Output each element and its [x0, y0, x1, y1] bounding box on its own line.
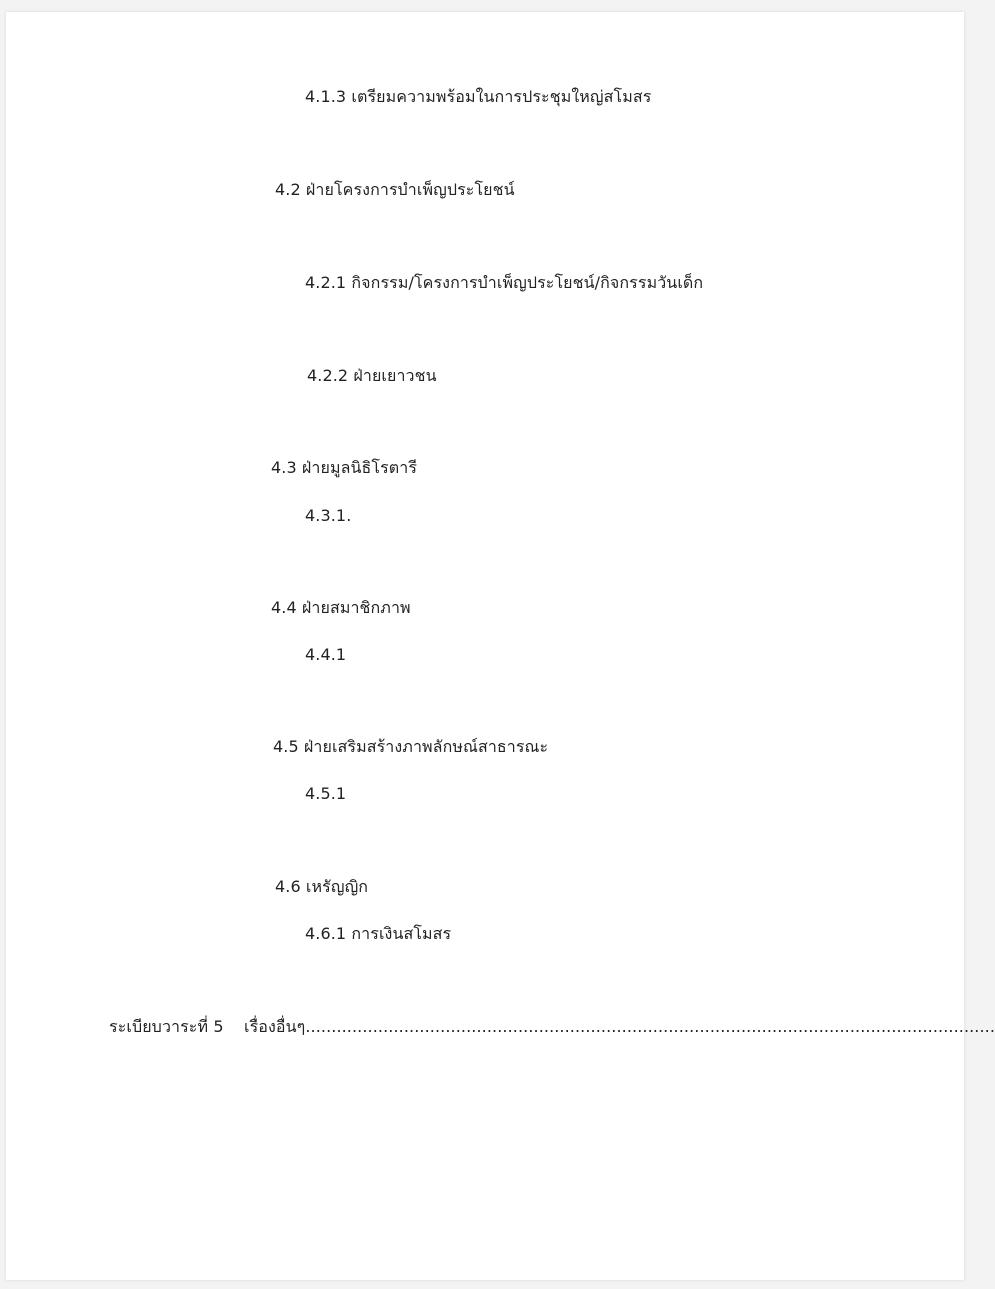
item-4-2-1: 4.2.1 กิจกรรม/โครงการบำเพ็ญประโยชน์/กิจกรรมวันเด็ก [305, 273, 704, 292]
item-4-5-1: 4.5.1 [305, 784, 347, 803]
section-4-6-heading: 4.6 เหรัญญิก [275, 877, 369, 896]
item-4-2-2: 4.2.2 ฝ่ายเยาวชน [307, 366, 437, 385]
agenda-5-label: ระเบียบวาระที่ 5 [109, 1017, 224, 1036]
section-4-3-heading: 4.3 ฝ่ายมูลนิธิโรตารี [271, 458, 418, 477]
agenda-item-5 [109, 1017, 995, 1039]
agenda-5-text: เรื่องอื่นๆ..................................................................................................................................... [244, 1017, 995, 1036]
item-4-6-1: 4.6.1 การเงินสโมสร [305, 924, 452, 943]
item-4-1-3: 4.1.3 เตรียมความพร้อมในการประชุมใหญ่สโมสร [305, 87, 652, 106]
item-4-3-1: 4.3.1. [305, 506, 352, 525]
document-page [6, 12, 995, 1280]
section-4-4-heading: 4.4 ฝ่ายสมาชิกภาพ [271, 598, 411, 617]
item-4-4-1: 4.4.1 [305, 645, 347, 664]
section-4-5-heading: 4.5 ฝ่ายเสริมสร้างภาพลักษณ์สาธารณะ [273, 737, 549, 756]
section-4-2-heading: 4.2 ฝ่ายโครงการบำเพ็ญประโยชน์ [275, 180, 515, 199]
